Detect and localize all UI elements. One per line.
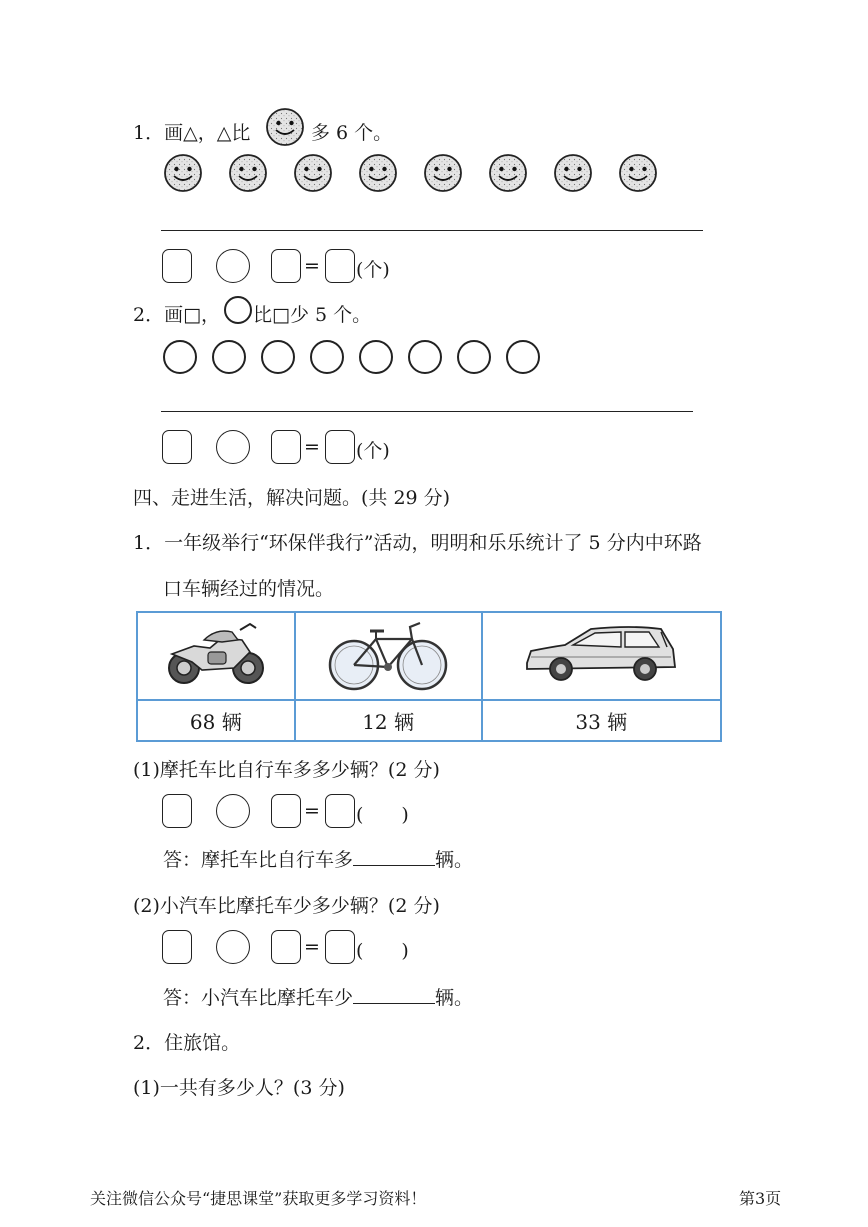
smiley-icon <box>553 153 593 193</box>
smiley-icon <box>423 153 463 193</box>
circle-icon <box>310 340 344 374</box>
motorcycle-icon <box>164 618 268 690</box>
number-box[interactable] <box>162 930 192 964</box>
equals-sign: = <box>304 436 320 458</box>
circle-icon <box>506 340 540 374</box>
answer-prefix: 答：小汽车比摩托车少 <box>163 987 354 1009</box>
result-box[interactable] <box>325 430 355 464</box>
circle-icon <box>261 340 295 374</box>
circle-icon <box>457 340 491 374</box>
circle-icon <box>359 340 393 374</box>
circle-icon <box>408 340 442 374</box>
number-box[interactable] <box>271 794 301 828</box>
drawing-line[interactable] <box>161 411 693 412</box>
smiley-icon <box>293 153 333 193</box>
p1-number: 1． <box>133 532 165 554</box>
vehicle-count-table <box>136 611 722 742</box>
section-heading: 四、走进生活，解决问题。(共 29 分) <box>133 487 451 509</box>
number-box[interactable] <box>162 794 192 828</box>
p1-text-line2: 口车辆经过的情况。 <box>163 578 335 600</box>
unit-blank[interactable]: ( ) <box>356 804 409 826</box>
number-box[interactable] <box>271 430 301 464</box>
number-box[interactable] <box>162 430 192 464</box>
q1-text-a: 画△，△比 <box>164 122 251 144</box>
q2-text-a: 画□， <box>164 304 221 326</box>
unit-label: (个) <box>356 259 390 281</box>
smiley-icon <box>358 153 398 193</box>
answer-blank[interactable] <box>353 985 435 1004</box>
p2-title: 住旅馆。 <box>164 1032 241 1054</box>
p2-number: 2． <box>133 1032 165 1054</box>
car-icon <box>521 619 681 689</box>
operator-circle[interactable] <box>216 430 250 464</box>
p1-sub1-question: (1)摩托车比自行车多多少辆？(2 分) <box>133 759 440 781</box>
p1-sub2-question: (2)小汽车比摩托车少多少辆？(2 分) <box>133 895 440 917</box>
count-cell: 12 辆 <box>295 700 482 741</box>
answer-suffix: 辆。 <box>435 849 474 871</box>
footer-promo: 关注微信公众号“捷思课堂”获取更多学习资料！ <box>90 1189 427 1208</box>
smiley-icon <box>228 153 268 193</box>
table-cell <box>482 612 721 700</box>
count-cell: 33 辆 <box>482 700 721 741</box>
p2-line <box>133 1028 240 1055</box>
p1-line1 <box>133 528 702 555</box>
q1-line <box>133 118 250 145</box>
smiley-icon <box>163 153 203 193</box>
answer-suffix: 辆。 <box>435 987 474 1009</box>
smiley-icon <box>618 153 658 193</box>
q2-number: 2． <box>133 304 165 326</box>
q2-line <box>133 300 220 327</box>
equals-sign: = <box>304 936 320 958</box>
smiley-icon <box>265 107 305 147</box>
result-box[interactable] <box>325 794 355 828</box>
unit-blank[interactable]: ( ) <box>356 940 409 962</box>
table-cell <box>295 612 482 700</box>
number-box[interactable] <box>162 249 192 283</box>
drawing-line[interactable] <box>161 230 703 231</box>
circle-icon <box>212 340 246 374</box>
page-number: 第3页 <box>739 1189 782 1208</box>
smiley-icon <box>488 153 528 193</box>
table-cell <box>137 612 295 700</box>
q2-text-b: 比□少 5 个。 <box>253 304 372 326</box>
result-box[interactable] <box>325 249 355 283</box>
result-box[interactable] <box>325 930 355 964</box>
q1-number: 1． <box>133 122 165 144</box>
circle-icon <box>224 296 252 324</box>
p1-sub2-answer <box>163 983 473 1010</box>
answer-blank[interactable] <box>353 847 435 866</box>
p1-sub1-answer <box>163 845 473 872</box>
count-cell: 68 辆 <box>137 700 295 741</box>
circle-icon <box>163 340 197 374</box>
bicycle-icon <box>326 615 450 693</box>
equals-sign: = <box>304 255 320 277</box>
operator-circle[interactable] <box>216 930 250 964</box>
q1-text-b: 多 6 个。 <box>311 122 393 144</box>
equals-sign: = <box>304 800 320 822</box>
p2-sub1-question: (1)一共有多少人？(3 分) <box>133 1077 345 1099</box>
operator-circle[interactable] <box>216 794 250 828</box>
number-box[interactable] <box>271 249 301 283</box>
operator-circle[interactable] <box>216 249 250 283</box>
number-box[interactable] <box>271 930 301 964</box>
p1-text-line1: 一年级举行“环保伴我行”活动，明明和乐乐统计了 5 分内中环路 <box>164 532 702 554</box>
answer-prefix: 答：摩托车比自行车多 <box>163 849 354 871</box>
unit-label: (个) <box>356 440 390 462</box>
